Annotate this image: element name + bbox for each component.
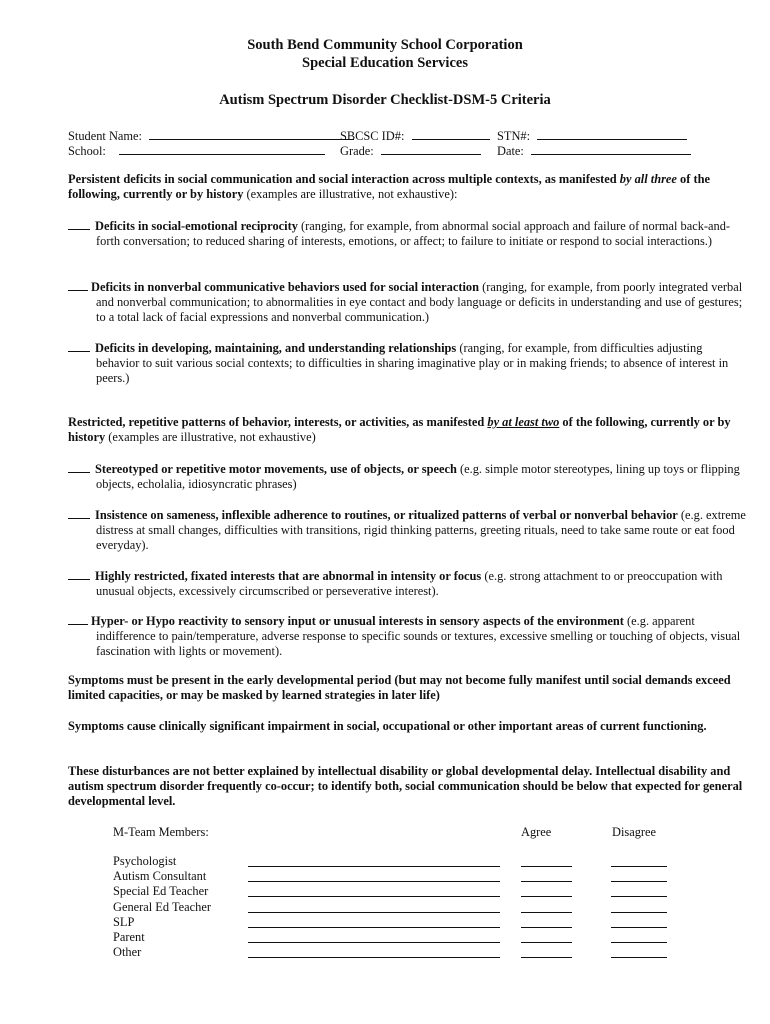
section-a-intro-text: Persistent deficits in social communication and social interaction across multiple contexts, as manifested (68, 172, 620, 186)
criterion-a2-title: Deficits in nonverbal communicative behaviors used for social interaction (91, 280, 479, 294)
criterion-b4-check[interactable] (68, 613, 88, 625)
criterion-b1-check[interactable] (68, 461, 90, 473)
mteam-disagree-line[interactable] (611, 942, 667, 943)
section-b-intro (68, 415, 748, 445)
mteam-member-label: Other (113, 945, 142, 960)
mteam-member-label: General Ed Teacher (113, 899, 211, 914)
criterion-a3 (68, 340, 746, 387)
criterion-b3-title: Highly restricted, fixated interests that are abnormal in intensity or focus (95, 569, 482, 583)
section-b-intro-text: Restricted, repetitive patterns of behavior, interests, or activities, as manifested (68, 415, 488, 429)
criterion-b2-check[interactable] (68, 507, 90, 519)
mteam-signature-line[interactable] (248, 942, 500, 943)
criterion-b4 (68, 613, 746, 660)
student-name-label: Student Name: (68, 129, 142, 143)
mteam-disagree-line[interactable] (611, 927, 667, 928)
criterion-b4-text: (e.g. apparent indifference to pain/temperature, adverse response to specific sounds or textures, excessive smelling or touching of objects, visual fascination with lights or movement). (96, 614, 741, 659)
statement-differential: These disturbances are not better explained by intellectual disability or global developmental delay. Intellectual disability and autism spectrum disorder frequently co-occur; to identify both, social communication should be below that expected for general developmental level. (68, 764, 743, 809)
criterion-a2-check[interactable] (68, 279, 88, 291)
statement-impairment: Symptoms cause clinically significant impairment in social, occupational or other important areas of current functioning. (68, 719, 707, 733)
form-title: Autism Spectrum Disorder Checklist-DSM-5 Criteria (219, 92, 551, 108)
criterion-b2-text: (e.g. extreme distress at small changes, difficulties with transitions, rigid thinking patterns, greeting rituals, need to take same route or eat food everyday). (96, 508, 746, 553)
mteam-disagree-line[interactable] (611, 957, 667, 958)
section-b-intro-text-2: of the following, currently or by history (68, 415, 731, 445)
criterion-b3 (68, 568, 746, 599)
criterion-a1-check[interactable] (68, 218, 90, 230)
grade-blank[interactable] (381, 143, 481, 155)
mteam-label: M-Team Members: (113, 825, 209, 839)
mteam-member-label: SLP (113, 914, 135, 929)
student-name-blank[interactable] (149, 128, 354, 140)
sbcsc-id-label: SBCSC ID#: (340, 129, 405, 143)
mteam-member-label: Psychologist (113, 854, 177, 868)
section-a-intro-text-2: of the following, currently or by history (68, 172, 710, 202)
criterion-a2-text: (ranging, for example, from poorly integrated verbal and nonverbal communication; to abnormalities in eye contact and body language or deficits in understanding and use of gestures; to a total lack of facial expressions and nonverbal communication.) (96, 280, 743, 325)
criterion-a3-text: (ranging, for example, from difficulties adjusting behavior to suit various social contexts; to difficulties in sharing imaginative play or in making friends; to absence of interest in peers.) (96, 341, 729, 386)
criterion-b2 (68, 507, 746, 554)
criterion-a1-text: (ranging, for example, from abnormal social approach and failure of normal back-and-forth conversation; to reduced sharing of interests, emotions, or affect; to failure to initiate or respond to social interactions.) (96, 219, 731, 249)
section-a-emphasis: by all three (619, 172, 677, 186)
mteam-signature-line[interactable] (248, 957, 500, 958)
mteam-agree-line[interactable] (521, 881, 572, 882)
criterion-b1-text: (e.g. simple motor stereotypes, lining up toys or flipping objects, echolalia, idiosyncratic phrases) (96, 462, 740, 492)
date-label: Date: (497, 144, 524, 158)
criterion-a1-title: Deficits in social-emotional reciprocity (95, 219, 298, 233)
mteam-member-label: Autism Consultant (113, 869, 207, 884)
criterion-b1-title: Stereotyped or repetitive motor movements, use of objects, or speech (95, 462, 457, 476)
criterion-a3-title: Deficits in developing, maintaining, and understanding relationships (95, 341, 457, 355)
mteam-member-label: Parent (113, 930, 145, 944)
grade-field (340, 143, 481, 159)
grade-label: Grade: (340, 144, 374, 158)
criterion-a1 (68, 218, 746, 249)
mteam-signature-line[interactable] (248, 912, 500, 913)
section-b-emphasis: by at least two (487, 415, 560, 429)
mteam-agree-line[interactable] (521, 942, 572, 943)
org-name: South Bend Community School Corporation (247, 37, 523, 53)
school-label: School: (68, 144, 106, 158)
school-blank[interactable] (119, 143, 325, 155)
mteam-agree-line[interactable] (521, 957, 572, 958)
mteam-signature-line[interactable] (248, 896, 500, 897)
criterion-b4-title: Hyper- or Hypo reactivity to sensory input or unusual interests in sensory aspects of the environment (91, 614, 624, 628)
mteam-signature-line[interactable] (248, 881, 500, 882)
student-name-field (68, 128, 354, 144)
stn-field (497, 128, 687, 144)
section-a-intro (68, 172, 748, 202)
criterion-b3-check[interactable] (68, 568, 90, 580)
criterion-b3-text: (e.g. strong attachment to or preoccupation with unusual objects, excessively circumscribed or perseverative interest). (96, 569, 723, 599)
mteam-agree-line[interactable] (521, 896, 572, 897)
mteam-agree-line[interactable] (521, 912, 572, 913)
mteam-signature-line[interactable] (248, 866, 500, 867)
sbcsc-id-blank[interactable] (412, 128, 490, 140)
criterion-a2 (68, 279, 746, 326)
mteam-disagree-line[interactable] (611, 912, 667, 913)
mteam-agree-line[interactable] (521, 866, 572, 867)
mteam-member-label: Special Ed Teacher (113, 884, 209, 899)
date-blank[interactable] (531, 143, 691, 155)
statement-early-period: Symptoms must be present in the early developmental period (but may not become fully manifest until social demands exceed limited capacities, or may be masked by learned strategies in later life) (68, 673, 731, 703)
mteam-disagree-line[interactable] (611, 866, 667, 867)
section-b-intro-note: (examples are illustrative, not exhaustive) (105, 430, 316, 445)
criterion-a3-check[interactable] (68, 340, 90, 352)
mteam-signature-line[interactable] (248, 927, 500, 928)
school-field (68, 143, 325, 159)
stn-blank[interactable] (537, 128, 687, 140)
sbcsc-id-field (340, 128, 490, 144)
mteam-disagree-line[interactable] (611, 881, 667, 882)
criterion-b1 (68, 461, 746, 492)
agree-header: Agree (521, 825, 552, 839)
mteam-agree-line[interactable] (521, 927, 572, 928)
section-a-intro-note: (examples are illustrative, not exhaustive): (243, 187, 458, 202)
mteam-disagree-line[interactable] (611, 896, 667, 897)
criterion-b2-title: Insistence on sameness, inflexible adherence to routines, or ritualized patterns of verbal or nonverbal behavior (95, 508, 678, 522)
dept-name: Special Education Services (302, 55, 468, 71)
disagree-header: Disagree (612, 825, 657, 839)
stn-label: STN#: (497, 129, 531, 143)
date-field (497, 143, 691, 159)
